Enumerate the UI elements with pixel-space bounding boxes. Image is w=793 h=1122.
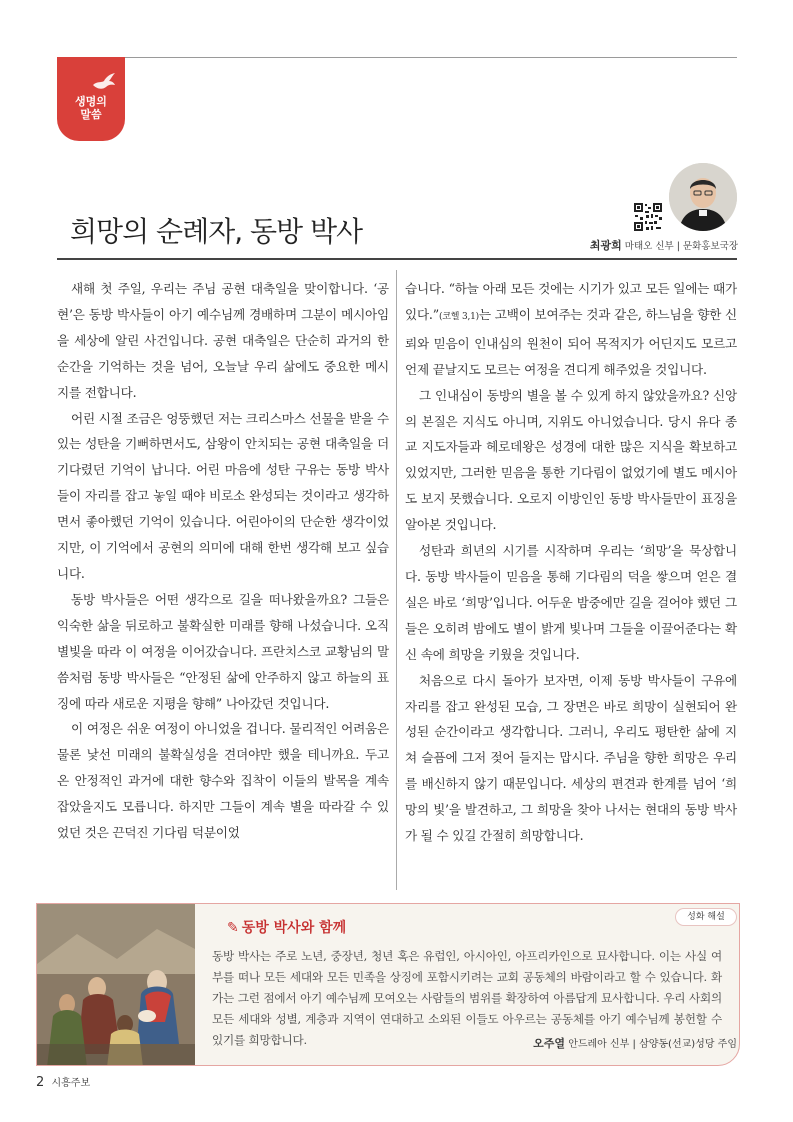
continued-text: 습니다. “하늘 아래 모든 것에는 시기가 있고 모든 일에는 때가 있다.” (405, 281, 737, 322)
page-number: 2 (36, 1075, 45, 1090)
author-name: 최광희 (589, 239, 622, 252)
publication-name: 시흥주보 (51, 1078, 91, 1089)
nativity-painting (37, 904, 195, 1066)
dove-icon (91, 71, 117, 93)
badge-line1: 생명의 (75, 95, 107, 108)
author-photo (669, 163, 737, 231)
paragraph: 어린 시절 조금은 엉뚱했던 저는 크리스마스 선물을 받을 수 있는 성탄을 기뻐하면서도, 삼왕이 안치되는 공현 대축일을 더 기다렸던 기억이 납니다. 어린 마음에 성탄 구유는 동방 박사들이 자리를 잡고 놓일 때야 비로소 완성되는 것이라고 생각하면서 좋아했던 기억이 있습니다. 어린아이의 단순한 생각이었지만, 이 기억에서 공현의 의미에 대해 한번 생각해 보고 싶습니다. (57, 410, 389, 581)
sidebar-author-name: 오주열 (533, 1037, 565, 1050)
sidebar-author-separator: | (632, 1039, 636, 1050)
art-commentary-box (36, 903, 740, 1066)
author-baptismal: 마태오 신부 (624, 241, 674, 252)
section-tag: 성화 해설 (675, 908, 737, 926)
pen-icon: ✎ (227, 920, 239, 936)
sidebar-title (227, 917, 346, 937)
author-byline (566, 237, 738, 253)
section-badge (57, 57, 125, 141)
sidebar-author-baptismal: 안드레아 신부 (568, 1039, 630, 1050)
article-column-right (405, 276, 737, 849)
paragraph-continued (405, 276, 737, 383)
page-title: 희망의 순례자, 동방 박사 (70, 215, 363, 248)
paragraph: 동방 박사들은 어떤 생각으로 길을 떠나왔을까요? 그들은 익숙한 삶을 뒤로하고 불확실한 미래를 향해 나섰습니다. 오직 별빛을 따라 이 여정을 이어갔습니다. 프란치스코 교황님의 말씀처럼 동방 박사들은 “안정된 삶에 안주하지 않고 하늘의 표징에 따라 새로운 지평을 향해” 나아갔던 것입니다. (57, 591, 389, 711)
sidebar-byline (477, 1035, 737, 1051)
article-column-left (57, 276, 389, 846)
scripture-citation: (코헬 3,1) (438, 311, 479, 322)
author-role: 문화홍보국장 (682, 241, 738, 252)
top-rule (57, 57, 737, 58)
continued-text-after: 는 고백이 보여주는 것과 같은, 하느님을 향한 신뢰와 믿음이 인내심의 원천이 되어 목적지가 어딘지도 모르고 언제 끝날지도 모르는 여정을 견디게 해주었을 것입니다. (405, 306, 737, 377)
sidebar-author-role: 삼양동(선교)성당 주임 (639, 1039, 737, 1050)
page-footer (36, 1074, 90, 1090)
qr-code[interactable] (633, 202, 663, 232)
paragraph: 새해 첫 주일, 우리는 주님 공현 대축일을 맞이합니다. ‘공현’은 동방 박사들이 아기 예수님께 경배하며 그분이 메시아임을 세상에 알린 사건입니다. 공현 대축일은 단순히 과거의 한순간을 기억하는 것을 넘어, 오늘날 우리 삶에도 중요한 메시지를 전합니다. (57, 281, 389, 400)
badge-line2: 말씀 (80, 108, 102, 121)
paragraph: 성탄과 희년의 시기를 시작하며 우리는 ‘희망’을 묵상합니다. 동방 박사들이 믿음을 통해 기다림의 덕을 쌓으며 얻은 결실은 바로 ‘희망’입니다. 어두운 밤중에만 길을 걸어야 했던 그들은 오히려 밤에도 별이 밝게 빛나며 그들을 이끌어준다는 확신 속에 희망을 키웠을 것입니다. (405, 543, 737, 662)
column-divider (396, 270, 397, 890)
header-rule (57, 258, 737, 260)
sidebar-title-text: 동방 박사와 함께 (241, 920, 347, 936)
sidebar-body: 동방 박사는 주로 노년, 중장년, 청년 혹은 유럽인, 아시아인, 아프리카인으로 묘사합니다. 이는 사실 여부를 떠나 모든 세대와 모든 민족을 상징에 포함시키려는 교회 공동체의 바람이라고 할 수 있습니다. 화가는 그런 점에서 아기 예수님께 모여오는 사람들의 범위를 확장하여 아름답게 묘사합니다. 우리 사회의 모든 세대와 성별, 계층과 지역이 연대하고 소외된 이들도 아우르는 공동체를 아기 예수님께 봉헌할 수 있기를 희망합니다. (212, 949, 722, 1047)
paragraph: 처음으로 다시 돌아가 보자면, 이제 동방 박사들이 구유에 자리를 잡고 완성된 모습, 그 장면은 바로 희망이 실현되어 완성된 순간이라고 생각합니다. 그러니, 우리도 평탄한 삶에 지쳐 슬픔에 그저 젖어 들지는 맙시다. 주님을 향한 희망은 우리를 배신하지 않기 때문입니다. 세상의 편견과 한계를 넘어 ‘희망의 빛’을 발견하고, 그 희망을 찾아 나서는 현대의 동방 박사가 될 수 있길 간절히 희망합니다. (405, 672, 737, 844)
paragraph: 이 여정은 쉬운 여정이 아니었을 겁니다. 물리적인 어려움은 물론 낯선 미래의 불확실성을 견뎌야만 했을 테니까요. 두고 온 안정적인 과거에 대한 향수와 집착이 이들의 발목을 계속 잡았을지도 모릅니다. 하지만 그들이 계속 별을 따라갈 수 있었던 것은 끈덕진 기다림 덕분이었 (57, 721, 389, 841)
paragraph: 그 인내심이 동방의 별을 볼 수 있게 하지 않았을까요? 신앙의 본질은 지식도 아니며, 지위도 아니었습니다. 당시 유다 종교 지도자들과 헤로데왕은 성경에 대한 많은 지식을 확보하고 있었지만, 그러한 믿음을 통한 기다림이 없었기에 별도 메시아도 보지 못했습니다. 오로지 이방인인 동방 박사들만이 표징을 알아본 것입니다. (405, 387, 737, 533)
author-separator: | (676, 241, 680, 252)
